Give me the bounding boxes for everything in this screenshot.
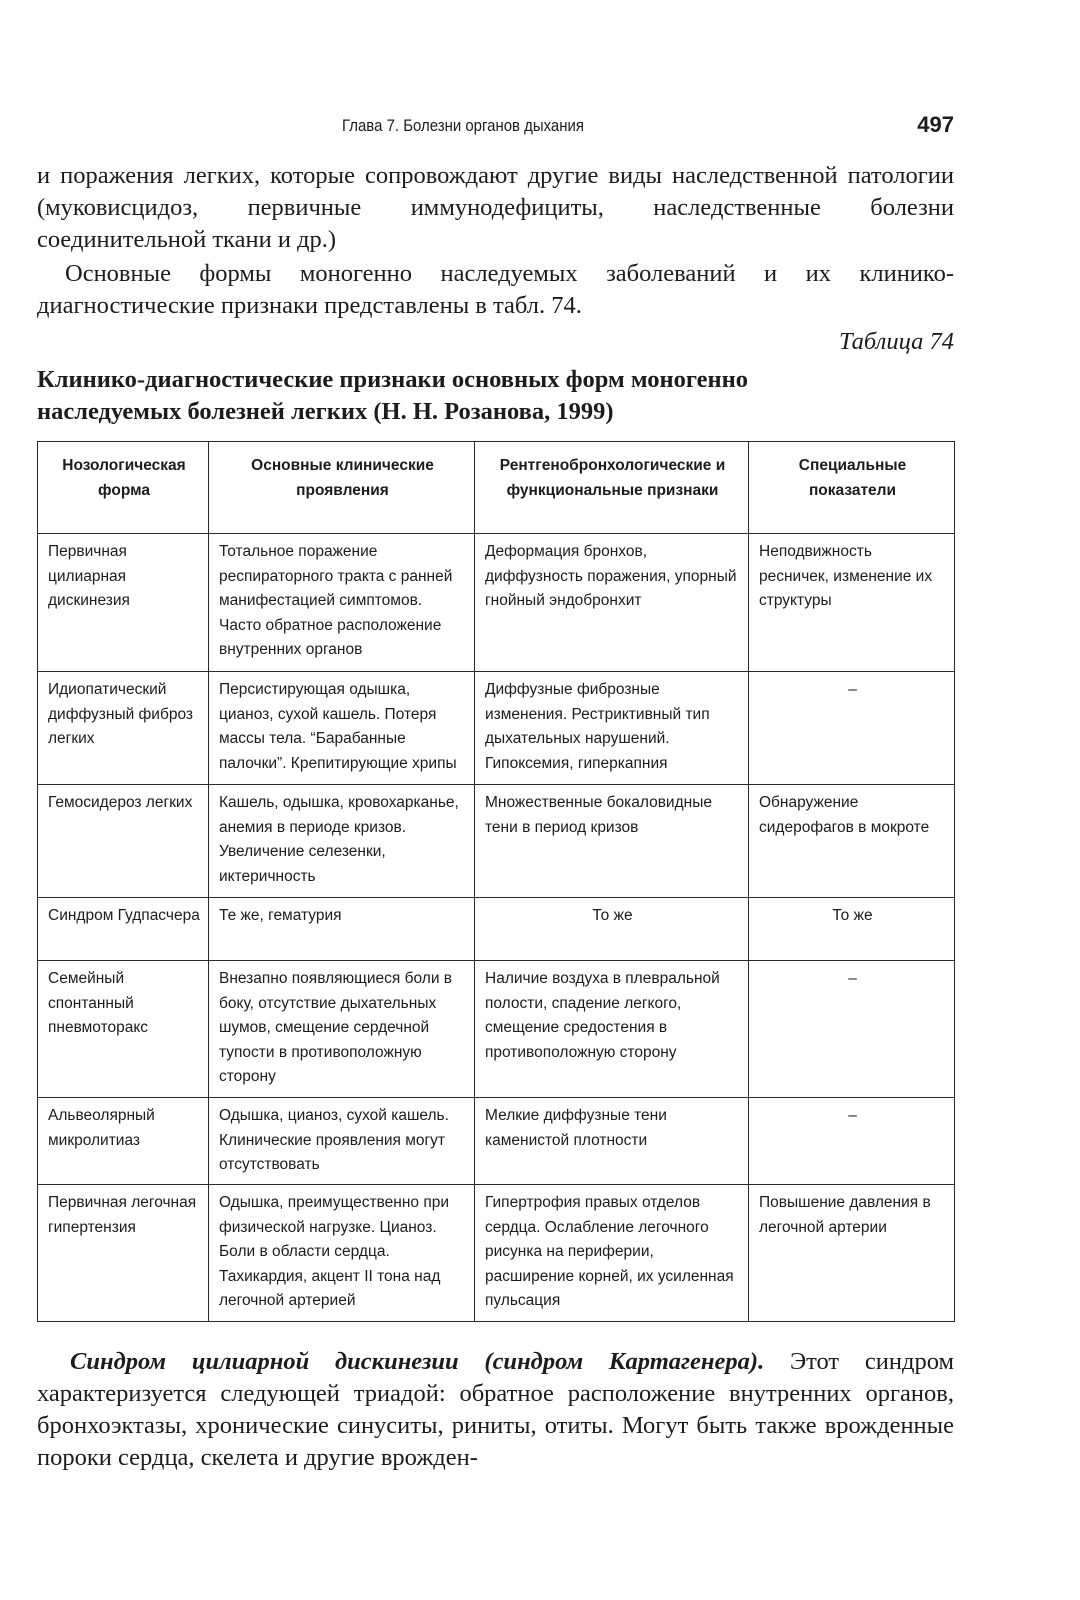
table-cell: Множественные бокаловидные тени в период кризов bbox=[475, 785, 749, 898]
table-cell: То же bbox=[475, 898, 749, 961]
data-table bbox=[37, 441, 955, 1322]
table-label: Таблица 74 bbox=[838, 328, 954, 355]
column-header: Нозологическая форма bbox=[38, 442, 209, 534]
table-cell: Внезапно появляющиеся боли в боку, отсутствие дыхательных шумов, смещение сердечной тупости в противоположную сторону bbox=[209, 961, 475, 1098]
section-lead: Синдром цилиарной дискинезии (синдром Картагенера). bbox=[70, 1348, 765, 1375]
paragraph-1: и поражения легких, которые сопровождают другие виды наследственной патологии (муковисцидоз, первичные иммунодефициты, наследственные болезни соединительной ткани и др.) bbox=[37, 162, 954, 253]
table-cell: Деформация бронхов, диффузность поражения, упорный гнойный эндобронхит bbox=[475, 534, 749, 672]
column-header: Рентгенобронхологические и функциональные признаки bbox=[475, 442, 749, 534]
table-cell: – bbox=[749, 961, 955, 1098]
table-row bbox=[38, 961, 955, 1098]
table-row bbox=[38, 785, 955, 898]
table-cell: Идиопатический диффузный фиброз легких bbox=[38, 672, 209, 785]
column-header: Основные клинические проявления bbox=[209, 442, 475, 534]
table-cell: Семейный спонтанный пневмоторакс bbox=[38, 961, 209, 1098]
table-row bbox=[38, 1185, 955, 1322]
table-cell: Гипертрофия правых отделов сердца. Ослабление легочного рисунка на периферии, расширение корней, их усиленная пульсация bbox=[475, 1185, 749, 1322]
table-row bbox=[38, 534, 955, 672]
paragraph-2: Основные формы моногенно наследуемых заболеваний и их клинико-диагностические признаки представлены в табл. 74. bbox=[37, 260, 954, 319]
table-cell: Синдром Гудпасчера bbox=[38, 898, 209, 961]
table-cell: Наличие воздуха в плевральной полости, спадение легкого, смещение средостения в противоположную сторону bbox=[475, 961, 749, 1098]
table-title bbox=[37, 364, 954, 428]
table-cell: Альвеолярный микролитиаз bbox=[38, 1098, 209, 1185]
table-cell: – bbox=[749, 672, 955, 785]
table-cell: Одышка, цианоз, сухой кашель. Клинические проявления могут отсутствовать bbox=[209, 1098, 475, 1185]
table-title-line-1: Клинико-диагностические признаки основных форм моногенно bbox=[37, 366, 749, 393]
table-cell: Повышение давления в легочной артерии bbox=[749, 1185, 955, 1322]
table-cell: Первичная цилиарная дискинезия bbox=[38, 534, 209, 672]
table-cell: Неподвижность ресничек, изменение их структуры bbox=[749, 534, 955, 672]
table-cell: Обнаружение сидерофагов в мокроте bbox=[749, 785, 955, 898]
table-row bbox=[38, 1098, 955, 1185]
table-cell: Одышка, преимущественно при физической нагрузке. Цианоз. Боли в области сердца. Тахикардия, акцент II тона над легочной артерией bbox=[209, 1185, 475, 1322]
running-header bbox=[37, 112, 954, 140]
table-cell: Те же, гематурия bbox=[209, 898, 475, 961]
page-number: 497 bbox=[917, 112, 954, 137]
table-row bbox=[38, 898, 955, 961]
table-cell: То же bbox=[749, 898, 955, 961]
chapter-title: Глава 7. Болезни органов дыхания bbox=[342, 116, 584, 135]
table-header-row bbox=[38, 442, 955, 534]
table-cell: Мелкие диффузные тени каменистой плотности bbox=[475, 1098, 749, 1185]
table-cell: Кашель, одышка, кровохарканье, анемия в периоде кризов. Увеличение селезенки, иктеричность bbox=[209, 785, 475, 898]
table-cell: Диффузные фиброзные изменения. Рестриктивный тип дыхательных нарушений. Гипоксемия, гиперкапния bbox=[475, 672, 749, 785]
book-page bbox=[37, 0, 954, 1600]
paragraph-3 bbox=[37, 1346, 954, 1474]
paragraph-3-text: Этот синдром характеризуется следующей триадой: обратное расположение внутренних органов, бронхоэктазы, хронические синуситы, риниты, отиты. Могут быть также врожденные пороки сердца, скелета и другие врожден- bbox=[37, 1348, 954, 1471]
table-cell: Персистирующая одышка, цианоз, сухой кашель. Потеря массы тела. “Барабанные палочки”. Крепитирующие хрипы bbox=[209, 672, 475, 785]
column-header: Специальные показатели bbox=[749, 442, 955, 534]
table-cell: Первичная легочная гипертензия bbox=[38, 1185, 209, 1322]
table-row bbox=[38, 672, 955, 785]
table-cell: – bbox=[749, 1098, 955, 1185]
table-title-line-2: наследуемых болезней легких (Н. Н. Розанова, 1999) bbox=[37, 398, 614, 425]
table-cell: Гемосидероз легких bbox=[38, 785, 209, 898]
table-cell: Тотальное поражение респираторного тракта с ранней манифестацией симптомов. Часто обратное расположение внутренних органов bbox=[209, 534, 475, 672]
